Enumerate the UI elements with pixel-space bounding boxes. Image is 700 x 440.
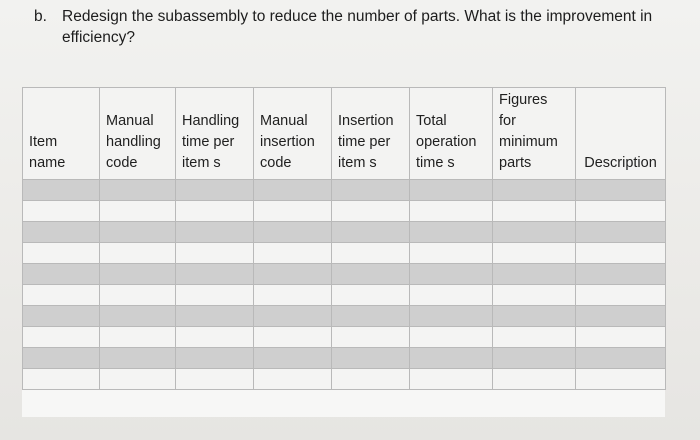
- table-cell[interactable]: [23, 306, 100, 327]
- table-cell[interactable]: [576, 369, 666, 390]
- table-row: [23, 306, 666, 327]
- table-cell[interactable]: [493, 306, 576, 327]
- table-cell[interactable]: [410, 264, 493, 285]
- table-cell[interactable]: [410, 201, 493, 222]
- table-cell[interactable]: [23, 285, 100, 306]
- table-cell[interactable]: [493, 180, 576, 201]
- dfa-worksheet-table: [22, 87, 665, 417]
- header-manual-handling-code: Manual handling code: [100, 88, 176, 180]
- table-cell[interactable]: [410, 285, 493, 306]
- table-cell[interactable]: [410, 180, 493, 201]
- table-cell[interactable]: [176, 222, 254, 243]
- table-cell[interactable]: [23, 243, 100, 264]
- table-cell[interactable]: [100, 180, 176, 201]
- table-cell[interactable]: [176, 180, 254, 201]
- table-cell[interactable]: [100, 243, 176, 264]
- table-cell[interactable]: [23, 369, 100, 390]
- table-cell[interactable]: [410, 243, 493, 264]
- table-cell[interactable]: [493, 327, 576, 348]
- table-row: [23, 243, 666, 264]
- table-cell[interactable]: [493, 243, 576, 264]
- header-figures-minimum-parts: Figures for minimum parts: [493, 88, 576, 180]
- table-cell[interactable]: [410, 348, 493, 369]
- table-cell[interactable]: [23, 180, 100, 201]
- table-cell[interactable]: [23, 201, 100, 222]
- table-cell[interactable]: [23, 222, 100, 243]
- analysis-table: [22, 87, 666, 390]
- table-cell[interactable]: [254, 222, 332, 243]
- table-cell[interactable]: [576, 327, 666, 348]
- table-cell[interactable]: [23, 264, 100, 285]
- table-row: [23, 327, 666, 348]
- table-cell[interactable]: [332, 180, 410, 201]
- header-description: Description: [576, 88, 666, 180]
- table-cell[interactable]: [100, 327, 176, 348]
- table-row: [23, 369, 666, 390]
- table-cell[interactable]: [176, 348, 254, 369]
- table-cell[interactable]: [410, 327, 493, 348]
- table-cell[interactable]: [410, 306, 493, 327]
- table-row: [23, 285, 666, 306]
- table-cell[interactable]: [100, 285, 176, 306]
- table-cell[interactable]: [176, 201, 254, 222]
- table-cell[interactable]: [576, 348, 666, 369]
- table-row: [23, 264, 666, 285]
- table-cell[interactable]: [576, 201, 666, 222]
- table-cell[interactable]: [23, 327, 100, 348]
- table-row: [23, 201, 666, 222]
- header-insertion-time: Insertion time per item s: [332, 88, 410, 180]
- table-header-row: [23, 88, 666, 180]
- table-cell[interactable]: [254, 369, 332, 390]
- table-cell[interactable]: [100, 369, 176, 390]
- table-cell[interactable]: [493, 348, 576, 369]
- table-cell[interactable]: [254, 264, 332, 285]
- table-cell[interactable]: [23, 348, 100, 369]
- table-cell[interactable]: [176, 285, 254, 306]
- table-cell[interactable]: [332, 327, 410, 348]
- header-total-operation-time: Total operation time s: [410, 88, 493, 180]
- table-cell[interactable]: [332, 306, 410, 327]
- table-cell[interactable]: [332, 243, 410, 264]
- table-cell[interactable]: [410, 222, 493, 243]
- table-cell[interactable]: [410, 369, 493, 390]
- table-cell[interactable]: [254, 243, 332, 264]
- header-item-name: Item name: [23, 88, 100, 180]
- table-cell[interactable]: [254, 180, 332, 201]
- table-cell[interactable]: [332, 348, 410, 369]
- table-cell[interactable]: [176, 369, 254, 390]
- table-cell[interactable]: [176, 306, 254, 327]
- table-cell[interactable]: [100, 306, 176, 327]
- table-cell[interactable]: [176, 327, 254, 348]
- table-cell[interactable]: [493, 201, 576, 222]
- question-number: b.: [34, 8, 47, 25]
- table-row: [23, 180, 666, 201]
- table-cell[interactable]: [493, 285, 576, 306]
- table-cell[interactable]: [493, 264, 576, 285]
- table-cell[interactable]: [254, 306, 332, 327]
- table-row: [23, 348, 666, 369]
- table-cell[interactable]: [254, 327, 332, 348]
- table-cell[interactable]: [576, 285, 666, 306]
- table-body: [23, 180, 666, 390]
- table-cell[interactable]: [100, 201, 176, 222]
- header-handling-time: Handling time per item s: [176, 88, 254, 180]
- table-cell[interactable]: [493, 222, 576, 243]
- table-cell[interactable]: [254, 285, 332, 306]
- table-cell[interactable]: [332, 369, 410, 390]
- table-cell[interactable]: [332, 201, 410, 222]
- table-cell[interactable]: [576, 264, 666, 285]
- table-row: [23, 222, 666, 243]
- table-cell[interactable]: [100, 348, 176, 369]
- table-cell[interactable]: [493, 369, 576, 390]
- table-cell[interactable]: [576, 222, 666, 243]
- question-text: [34, 6, 684, 48]
- table-cell[interactable]: [576, 243, 666, 264]
- question-body: Redesign the subassembly to reduce the number of parts. What is the improvement in efficiency?: [62, 8, 653, 46]
- table-cell[interactable]: [332, 264, 410, 285]
- table-cell[interactable]: [576, 180, 666, 201]
- table-cell[interactable]: [100, 264, 176, 285]
- table-cell[interactable]: [332, 222, 410, 243]
- table-cell[interactable]: [332, 285, 410, 306]
- table-cell[interactable]: [254, 348, 332, 369]
- table-cell[interactable]: [176, 243, 254, 264]
- table-cell[interactable]: [176, 264, 254, 285]
- header-manual-insertion-code: Manual insertion code: [254, 88, 332, 180]
- table-cell[interactable]: [576, 306, 666, 327]
- table-cell[interactable]: [100, 222, 176, 243]
- table-cell[interactable]: [254, 201, 332, 222]
